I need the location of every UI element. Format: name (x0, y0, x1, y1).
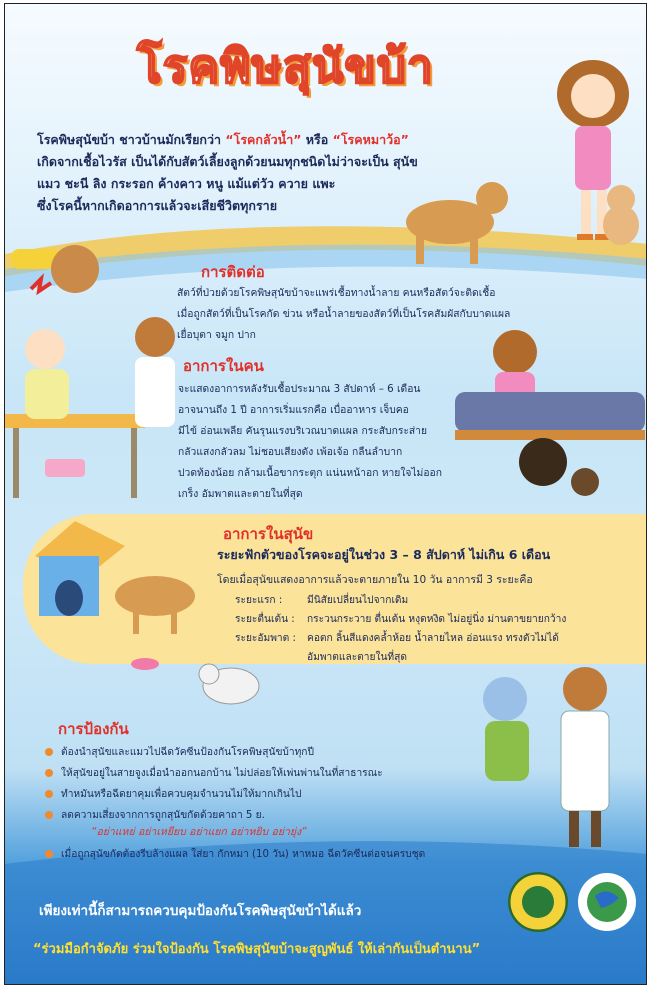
patient-doctor-illustration (5, 309, 195, 509)
prevention-heading: การป้องกัน (58, 720, 129, 738)
sick-bed-illustration (455, 322, 645, 522)
page-title: โรคพิษสุนัขบ้า (137, 39, 434, 93)
list-item: ลดความเสี่ยงจากการถูกสุนัขกัดด้วยคาถา 5 ย. (43, 805, 463, 826)
footer-message: เพียงเท่านี้ก็สามารถควบคุมป้องกันโรคพิษสุนัขบ้าได้แล้ว (39, 903, 362, 919)
intro-line-4: ซึ่งโรคนี้หากเกิดอาการแล้วจะเสียชีวิตทุกราย (37, 198, 278, 213)
sick-cat-illustration (195, 652, 265, 707)
small-dog-illustration (597, 179, 645, 249)
dog-stage-3-cont: อัมพาตและตายในที่สุด (307, 652, 407, 663)
human-symptoms-text: จะแสดงอาการหลังรับเชื้อประมาณ 3 สัปดาห์ – 6 เดือน อาจนานถึง 1 ปี อาการเริ่มแรกคือ เบื่ออาหาร เจ็บคอ มีไข้ อ่อนเพลีย คันรุนแรงบริเวณบาดแผล กระสับกระส่าย กลัวแสงกลัวลม ไม่ชอบเสียงดัง เพ้อเจ้อ กลืนลำบาก ปวดท้องน้อย กล้ามเนื้อขากระตุก แน่นหน้าอก หายใจไม่ออก เกร็ง อัมพาตและตายในที่สุด (178, 383, 442, 500)
dog-stage-1: ระยะแรก : มีนิสัยเปลี่ยนไปจากเดิม (235, 595, 409, 606)
department-seal-logo (508, 872, 568, 932)
vaccination-illustration (465, 659, 645, 854)
dog-stage-3: ระยะอัมพาต : คอตก ลิ้นสีแดงคล้ำห้อย น้ำลายไหล อ่อนแรง ทรงตัวไม่ได้ (235, 633, 559, 644)
list-item: ทำหมันหรือฉีดยาคุมเพื่อควบคุมจำนวนไม่ให้มากเกินไป (43, 784, 463, 805)
dog-stages-list (235, 591, 635, 667)
list-item: เมื่อถูกสุนัขกัดต้องรีบล้างแผล ใส่ยา กักหมา (10 วัน) หาหมอ ฉีดวัคซีนต่อจนครบชุด (43, 844, 463, 865)
list-item: ให้สุนัขอยู่ในสายจูงเมื่อนำออกนอกบ้าน ไม่ปล่อยให้เพ่นพ่านในที่สาธารณะ (43, 763, 463, 784)
transmission-text: สัตว์ที่ป่วยด้วยโรคพิษสุนัขบ้าจะแพร่เชื้อทางน้ำลาย คนหรือสัตว์จะติดเชื้อ เมื่อถูกสัตว์ที่เป็นโรคกัด ข่วน หรือน้ำลายของสัตว์ที่เป็นโรคสัมผัสกับบาดแผล เยื่อบุตา จมูก ปาก (177, 287, 511, 341)
list-item: ต้องนำสุนัขและแมวไปฉีดวัคซีนป้องกันโรคพิษสุนัขบ้าทุกปี (43, 742, 463, 763)
poster (4, 3, 647, 985)
prevention-mantra: “อย่าแหย่ อย่าเหยียบ อย่าแยก อย่าหยิบ อย่ายุ่ง” (91, 826, 307, 838)
human-symptoms-heading: อาการในคน (183, 357, 264, 375)
dog-symptoms-heading: อาการในสุนัข (223, 525, 314, 543)
footer-slogan: “ร่วมมือกำจัดภัย ร่วมใจป้องกัน โรคพิษสุนัขบ้าจะสูญพันธ์ ให้เล่ากันเป็นตำนาน” (33, 942, 481, 957)
intro-line-3: แมว ชะนี ลิง กระรอก ค้างคาว หนู แม้แต่วัว ควาย แพะ (37, 176, 336, 191)
transmission-heading: การติดต่อ (201, 263, 265, 281)
dog-stage-2: ระยะตื่นเต้น : กระวนกระวาย ตื่นเต้น หงุดหงิด ไม่อยู่นิ่ง ม่านตาขยายกว้าง (235, 614, 567, 625)
barking-dog-illustration (390, 174, 520, 269)
intro-line-2: เกิดจากเชื้อไวรัส เป็นได้กับสัตว์เลี้ยงลูกด้วยนมทุกชนิดไม่ว่าจะเป็น สุนัข (37, 154, 418, 169)
intro-line-1: โรคพิษสุนัขบ้า ชาวบ้านมักเรียกว่า “โรคกลัวน้ำ” หรือ “โรคหมาว้อ” (37, 132, 409, 147)
dog-incubation-text: ระยะฟักตัวของโรคจะอยู่ในช่วง 3 – 8 สัปดาห์ ไม่เกิน 6 เดือน (217, 547, 551, 562)
dog-stage-intro: โดยเมื่อสุนัขแสดงอาการแล้วจะตายภายใน 10 วัน อาการมี 3 ระยะคือ (217, 574, 533, 586)
prevention-list (43, 742, 463, 865)
dog-bite-icon (11, 229, 111, 319)
globe-logo (577, 872, 637, 932)
